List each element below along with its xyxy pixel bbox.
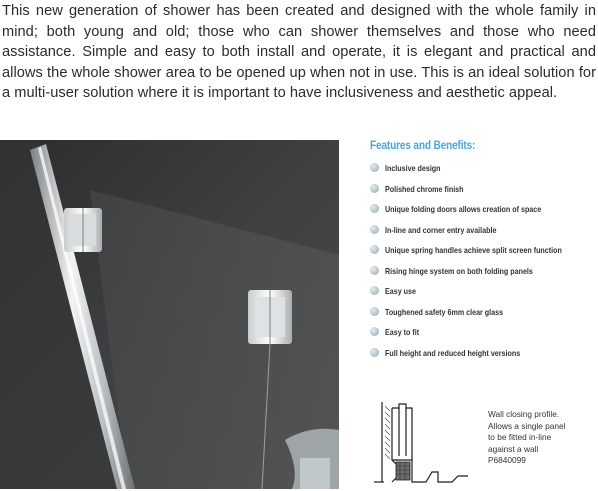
- caption-line: P6840099: [488, 455, 526, 466]
- feature-item: [370, 281, 598, 302]
- bullet-icon: [370, 266, 379, 275]
- feature-label: Rising hinge system on both folding panels: [385, 265, 533, 276]
- bullet-icon: [370, 163, 379, 172]
- feature-label: In-line and corner entry available: [385, 224, 497, 235]
- feature-item: [370, 158, 598, 179]
- feature-item: [370, 322, 598, 343]
- caption-line: against a wall: [488, 443, 539, 454]
- feature-label: Easy to fit: [385, 327, 420, 338]
- feature-item: [370, 199, 598, 220]
- caption-line: to be fitted in-line: [488, 432, 552, 443]
- feature-label: Easy use: [385, 286, 416, 297]
- feature-item: [370, 220, 598, 241]
- feature-item: [370, 302, 598, 323]
- profile-caption: [488, 409, 596, 467]
- features-title: Features and Benefits:: [370, 140, 476, 152]
- bullet-icon: [370, 348, 379, 357]
- features-section: [370, 140, 598, 363]
- bullet-icon: [370, 204, 379, 213]
- feature-label: Unique folding doors allows creation of space: [385, 204, 542, 215]
- feature-item: [370, 343, 598, 364]
- feature-item: [370, 240, 598, 261]
- feature-label: Full height and reduced height versions: [385, 347, 521, 358]
- bullet-icon: [370, 286, 379, 295]
- bullet-icon: [370, 245, 379, 254]
- feature-label: Toughened safety 6mm clear glass: [385, 306, 504, 317]
- intro-paragraph: This new generation of shower has been created and designed with the whole family in mind; both young and old; those who can shower themselves and those who need assistance. Simple and easy to both install and operate, it is elegant and practical and allows the whole shower area to be opened up when not in use. This is an ideal solution for a multi-user solution where it is important to have inclusiveness and aesthetic appeal.: [2, 3, 596, 102]
- feature-item: [370, 179, 598, 200]
- bullet-icon: [370, 225, 379, 234]
- wall-profile-diagram: [368, 396, 480, 486]
- shower-door-photo: [0, 140, 339, 489]
- feature-label: Unique spring handles achieve split screen function: [385, 245, 562, 256]
- bullet-icon: [370, 184, 379, 193]
- lower-hinge: [248, 290, 292, 344]
- feature-label: Polished chrome finish: [385, 183, 464, 194]
- upper-hinge: [64, 208, 102, 252]
- feature-label: Inclusive design: [385, 163, 441, 174]
- features-list: [370, 158, 598, 363]
- caption-line: Wall closing profile.: [488, 409, 560, 419]
- bullet-icon: [370, 327, 379, 336]
- bullet-icon: [370, 307, 379, 316]
- caption-line: Allows a single panel: [488, 420, 566, 431]
- feature-item: [370, 261, 598, 282]
